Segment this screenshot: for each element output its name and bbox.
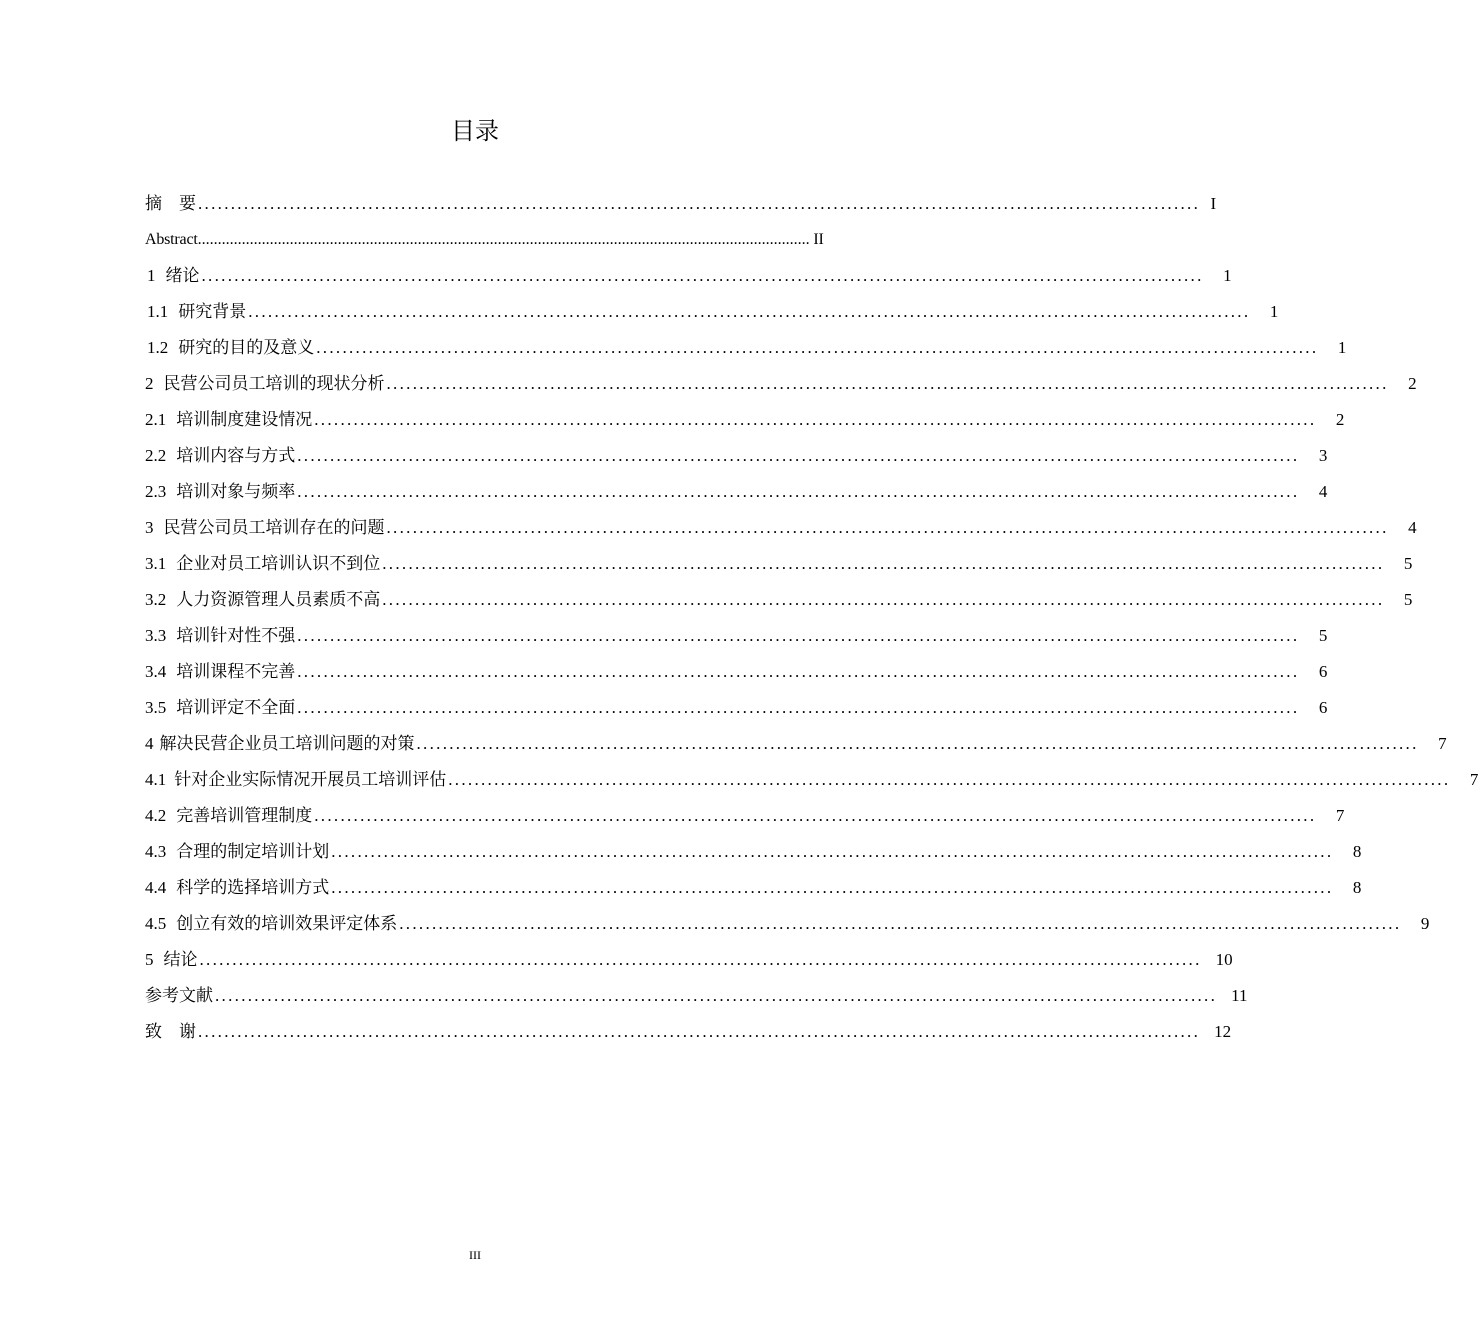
toc-entry-abstract-cn[interactable] bbox=[145, 186, 1217, 222]
toc-entry-title: Abstract bbox=[145, 231, 198, 248]
toc-page-number: 8 bbox=[1352, 842, 1362, 861]
toc-page-number: II bbox=[813, 231, 824, 248]
footer-page-number: III bbox=[469, 1248, 481, 1262]
toc-section-number: 4.5 bbox=[145, 914, 167, 933]
toc-entry-title: 培训针对性不强 bbox=[176, 626, 296, 645]
toc-section-number: 4.2 bbox=[145, 806, 167, 825]
toc-page-number: 7 bbox=[1335, 806, 1345, 825]
toc-page-number: 1 bbox=[1269, 302, 1279, 321]
toc-page-number: 7 bbox=[1438, 734, 1447, 753]
toc-leader-dots: ......................................................................................................................................................... bbox=[314, 410, 1317, 429]
toc-leader-dots: ......................................................................................................................................................... bbox=[198, 194, 1201, 213]
toc-section-number: 3.5 bbox=[145, 698, 167, 717]
toc-section-number: 1 bbox=[147, 266, 156, 285]
toc-entry-2[interactable] bbox=[145, 366, 1417, 402]
toc-section-number: 2.1 bbox=[145, 410, 167, 429]
toc-leader-dots: ......................................................................................................................................................... bbox=[386, 518, 1389, 537]
toc-entry-4-3[interactable] bbox=[145, 834, 1362, 870]
toc-entry-title: 研究的目的及意义 bbox=[178, 338, 315, 357]
toc-section-number: 3.2 bbox=[145, 590, 167, 609]
toc-section-number: 4.3 bbox=[145, 842, 167, 861]
toc-leader-dots: ......................................................................................................................................................... bbox=[386, 374, 1389, 393]
toc-entry-4[interactable] bbox=[145, 726, 1447, 762]
toc-section-number: 4.1 bbox=[145, 770, 167, 789]
toc-section-number: 3 bbox=[145, 518, 154, 537]
toc-leader-dots: ......................................................................................................................................................... bbox=[382, 554, 1385, 573]
toc-leader-dots: ......................................................................................................................................................... bbox=[201, 266, 1204, 285]
toc-leader-dots: ......................................................................................................................................................... bbox=[416, 734, 1419, 753]
toc-entry-title: 合理的制定培训计划 bbox=[176, 842, 330, 861]
toc-entry-1-1[interactable] bbox=[145, 294, 1279, 330]
toc-leader-dots: ......................................................................................................................................................... bbox=[197, 231, 810, 248]
toc-section-number: 4.4 bbox=[145, 878, 167, 897]
toc-entry-3-3[interactable] bbox=[145, 618, 1328, 654]
toc-page-number: 4 bbox=[1318, 482, 1328, 501]
page-title: 目录 bbox=[451, 117, 499, 145]
toc-entry-3-5[interactable] bbox=[145, 690, 1328, 726]
toc-entry-title: 培训制度建设情况 bbox=[176, 410, 313, 429]
toc-entry-acknowledgements[interactable] bbox=[145, 1014, 1232, 1050]
toc-entry-2-1[interactable] bbox=[145, 402, 1345, 438]
toc-leader-dots: ......................................................................................................................................................... bbox=[215, 986, 1218, 1005]
toc-entry-title: 参考文献 bbox=[145, 986, 213, 1005]
toc-entry-3-2[interactable] bbox=[145, 582, 1413, 618]
toc-leader-dots: ......................................................................................................................................................... bbox=[198, 1022, 1201, 1041]
toc-page-number: 5 bbox=[1403, 590, 1413, 609]
toc-page-number: 2 bbox=[1408, 374, 1417, 393]
toc-entry-2-3[interactable] bbox=[145, 474, 1328, 510]
toc-page-number: 5 bbox=[1318, 626, 1328, 645]
toc-leader-dots: ......................................................................................................................................................... bbox=[382, 590, 1385, 609]
toc-leader-dots: ......................................................................................................................................................... bbox=[448, 770, 1451, 789]
toc-entry-title: 培训评定不全面 bbox=[176, 698, 296, 717]
toc-entry-references[interactable] bbox=[145, 978, 1248, 1014]
toc-entry-title: 绪论 bbox=[165, 266, 200, 285]
toc-entry-title: 创立有效的培训效果评定体系 bbox=[176, 914, 398, 933]
toc-leader-dots: ......................................................................................................................................................... bbox=[297, 662, 1300, 681]
toc-entry-title: 企业对员工培训认识不到位 bbox=[176, 554, 381, 573]
toc-entry-title: 培训对象与频率 bbox=[176, 482, 296, 501]
toc-entry-1[interactable] bbox=[145, 258, 1232, 294]
toc-entry-4-2[interactable] bbox=[145, 798, 1345, 834]
toc-entry-title: 解决民营企业员工培训问题的对策 bbox=[159, 734, 415, 753]
toc-section-number: 3.3 bbox=[145, 626, 167, 645]
toc-entry-title: 致 谢 bbox=[145, 1022, 196, 1041]
toc-entry-title: 研究背景 bbox=[178, 302, 247, 321]
toc-section-number: 3.1 bbox=[145, 554, 167, 573]
toc-entry-5[interactable] bbox=[145, 942, 1233, 978]
toc-page-number: 9 bbox=[1420, 914, 1430, 933]
toc-entry-title: 人力资源管理人员素质不高 bbox=[176, 590, 381, 609]
toc-leader-dots: ......................................................................................................................................................... bbox=[331, 842, 1334, 861]
toc-leader-dots: ......................................................................................................................................................... bbox=[297, 626, 1300, 645]
toc-page-number: 6 bbox=[1318, 698, 1328, 717]
toc-leader-dots: ......................................................................................................................................................... bbox=[297, 698, 1300, 717]
toc-entry-3[interactable] bbox=[145, 510, 1417, 546]
toc-page-number: 1 bbox=[1223, 266, 1232, 285]
toc-section-number: 5 bbox=[145, 950, 154, 969]
toc-entry-2-2[interactable] bbox=[145, 438, 1328, 474]
toc-entry-3-4[interactable] bbox=[145, 654, 1328, 690]
toc-entry-3-1[interactable] bbox=[145, 546, 1413, 582]
toc-leader-dots: ......................................................................................................................................................... bbox=[297, 482, 1300, 501]
toc-page-number: 12 bbox=[1214, 1022, 1232, 1041]
toc-page-number: 10 bbox=[1215, 950, 1233, 969]
toc-entry-title: 结论 bbox=[163, 950, 198, 969]
toc-entry-title: 科学的选择培训方式 bbox=[176, 878, 330, 897]
toc-page-number: 2 bbox=[1335, 410, 1345, 429]
toc-page-number: 3 bbox=[1318, 446, 1328, 465]
table-of-contents bbox=[145, 186, 1478, 1050]
toc-section-number: 2.3 bbox=[145, 482, 167, 501]
toc-entry-title: 培训内容与方式 bbox=[176, 446, 296, 465]
toc-section-number: 4 bbox=[145, 734, 154, 753]
toc-entry-1-2[interactable] bbox=[145, 330, 1347, 366]
toc-leader-dots: ......................................................................................................................................................... bbox=[199, 950, 1202, 969]
toc-page-number: 7 bbox=[1469, 770, 1478, 789]
toc-section-number: 2.2 bbox=[145, 446, 167, 465]
toc-entry-title: 针对企业实际情况开展员工培训评估 bbox=[174, 770, 447, 789]
toc-section-number: 2 bbox=[145, 374, 154, 393]
toc-page-number: I bbox=[1210, 194, 1217, 213]
toc-section-number: 3.4 bbox=[145, 662, 167, 681]
toc-entry-title: 摘 要 bbox=[145, 194, 196, 213]
toc-leader-dots: ......................................................................................................................................................... bbox=[331, 878, 1334, 897]
toc-page-number: 8 bbox=[1352, 878, 1362, 897]
toc-leader-dots: ......................................................................................................................................................... bbox=[399, 914, 1402, 933]
toc-leader-dots: ......................................................................................................................................................... bbox=[314, 806, 1317, 825]
toc-entry-4-5[interactable] bbox=[145, 906, 1430, 942]
toc-page-number: 6 bbox=[1318, 662, 1328, 681]
toc-entry-abstract-en[interactable] bbox=[145, 222, 824, 258]
toc-entry-title: 民营公司员工培训的现状分析 bbox=[163, 374, 385, 393]
toc-leader-dots: ......................................................................................................................................................... bbox=[316, 338, 1319, 357]
toc-leader-dots: ......................................................................................................................................................... bbox=[297, 446, 1300, 465]
toc-entry-title: 民营公司员工培训存在的问题 bbox=[163, 518, 385, 537]
toc-entry-4-1[interactable] bbox=[145, 762, 1478, 798]
toc-section-number: 1.2 bbox=[147, 338, 169, 357]
toc-entry-title: 培训课程不完善 bbox=[176, 662, 296, 681]
toc-section-number: 1.1 bbox=[147, 302, 169, 321]
toc-page-number: 1 bbox=[1337, 338, 1347, 357]
toc-entry-title: 完善培训管理制度 bbox=[176, 806, 313, 825]
toc-page-number: 5 bbox=[1403, 554, 1413, 573]
toc-page-number: 4 bbox=[1408, 518, 1417, 537]
toc-entry-4-4[interactable] bbox=[145, 870, 1362, 906]
toc-leader-dots: ......................................................................................................................................................... bbox=[248, 302, 1251, 321]
toc-page-number: 11 bbox=[1231, 986, 1248, 1005]
